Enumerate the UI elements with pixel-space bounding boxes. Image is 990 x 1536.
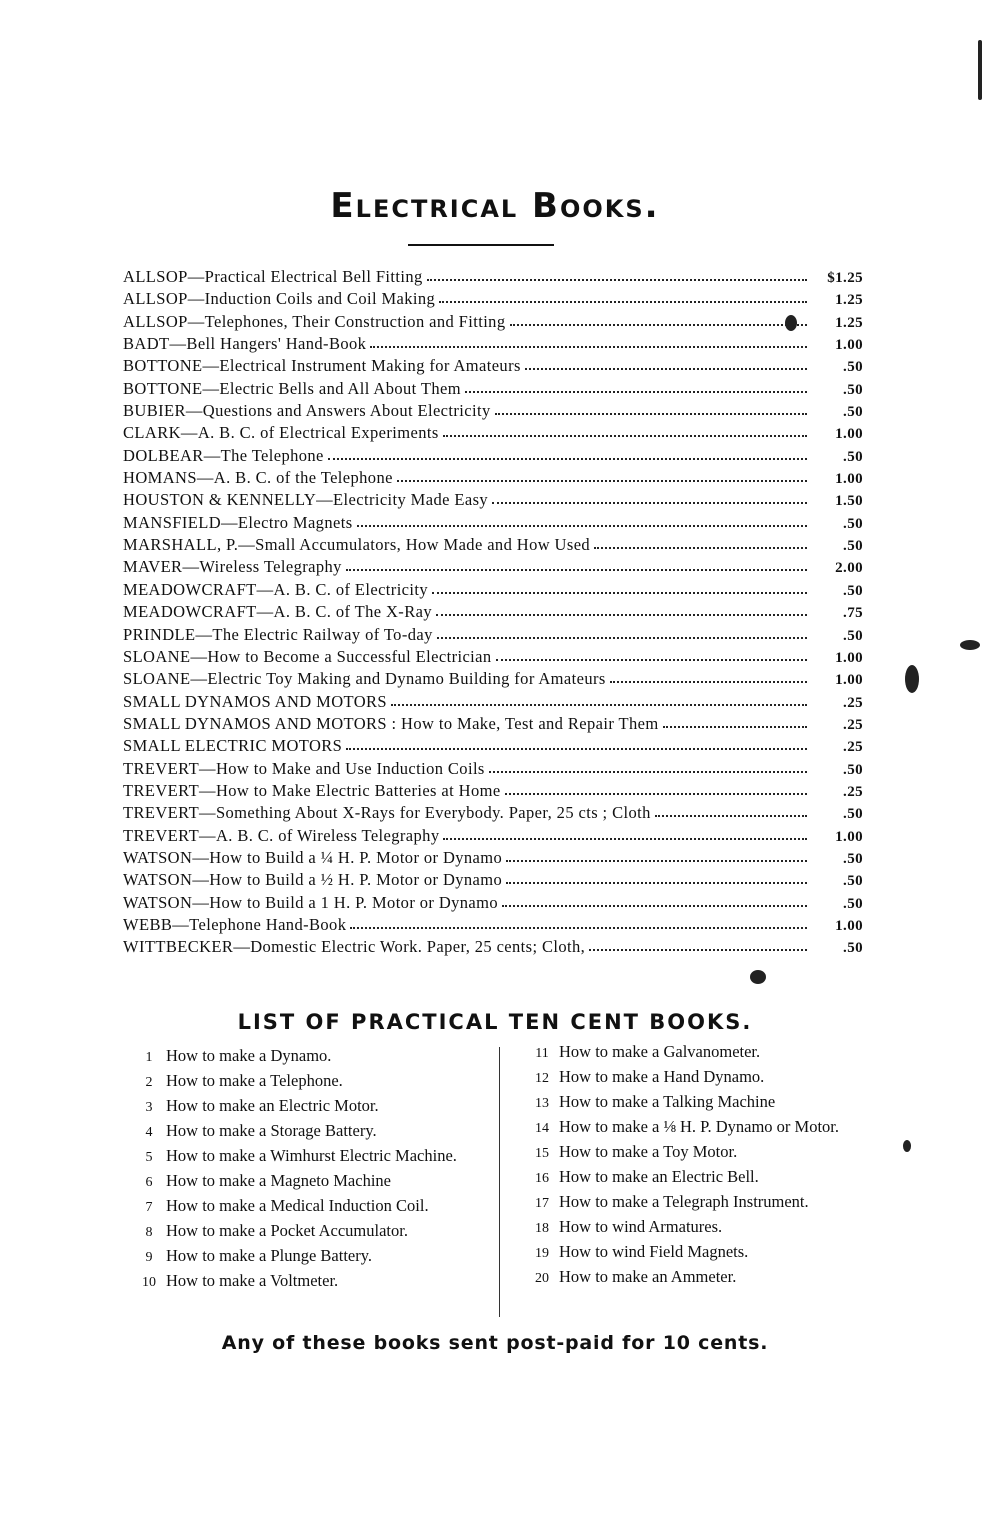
leader-dots bbox=[506, 848, 807, 862]
book-price: .25 bbox=[843, 739, 863, 756]
book-price: .25 bbox=[843, 783, 863, 800]
item-text: How to wind Armatures. bbox=[559, 1217, 723, 1236]
ten-cent-item bbox=[132, 1197, 482, 1216]
ten-cent-item bbox=[132, 1122, 482, 1141]
item-number: 10 bbox=[142, 1275, 156, 1290]
book-entry bbox=[123, 759, 863, 781]
print-speck bbox=[960, 640, 980, 650]
leader-dots bbox=[357, 513, 807, 527]
book-price: .50 bbox=[843, 761, 863, 778]
book-entry bbox=[123, 490, 863, 512]
book-title: WATSON—How to Build a ½ H. P. Motor or Dynamo bbox=[123, 870, 503, 890]
item-number: 6 bbox=[145, 1175, 153, 1190]
item-number: 3 bbox=[145, 1100, 153, 1115]
book-price: 1.00 bbox=[835, 471, 863, 488]
book-price: $1.25 bbox=[827, 270, 863, 286]
item-text: How to make a Medical Induction Coil. bbox=[166, 1196, 429, 1215]
item-number: 17 bbox=[535, 1196, 549, 1211]
book-title: PRINDLE—The Electric Railway of To-day bbox=[123, 624, 433, 644]
column-divider bbox=[499, 1047, 500, 1317]
item-number: 19 bbox=[535, 1246, 549, 1261]
book-title: MANSFIELD—Electro Magnets bbox=[123, 512, 353, 532]
leader-dots bbox=[506, 870, 807, 884]
book-title: SMALL DYNAMOS AND MOTORS bbox=[123, 691, 388, 711]
book-title: DOLBEAR—The Telephone bbox=[123, 445, 324, 465]
print-speck bbox=[750, 970, 766, 984]
leader-dots bbox=[439, 289, 807, 303]
leader-dots bbox=[427, 267, 807, 281]
ten-cent-item bbox=[525, 1043, 870, 1062]
ten-cent-item bbox=[132, 1047, 482, 1066]
book-title: WITTBECKER—Domestic Electric Work. Paper, 25 cents; Cloth, bbox=[123, 937, 586, 957]
book-title: WATSON—How to Build a 1 H. P. Motor or Dynamo bbox=[123, 892, 499, 912]
book-entry bbox=[123, 848, 863, 870]
book-title: TREVERT—How to Make and Use Induction Coils bbox=[123, 758, 485, 778]
book-entry bbox=[123, 401, 863, 423]
book-price: .50 bbox=[843, 895, 863, 912]
book-entry bbox=[123, 423, 863, 445]
leader-dots bbox=[496, 647, 807, 661]
leader-dots bbox=[510, 312, 808, 326]
item-number: 15 bbox=[535, 1146, 549, 1161]
book-entry bbox=[123, 692, 863, 714]
leader-dots bbox=[663, 714, 807, 728]
leader-dots bbox=[594, 535, 807, 549]
book-price: .50 bbox=[843, 538, 863, 555]
leader-dots bbox=[655, 803, 807, 817]
book-entry bbox=[123, 446, 863, 468]
book-price: .50 bbox=[843, 448, 863, 465]
leader-dots bbox=[397, 468, 807, 482]
book-title: TREVERT—A. B. C. of Wireless Telegraphy bbox=[123, 825, 440, 845]
book-price: .50 bbox=[843, 940, 863, 957]
book-entry bbox=[123, 625, 863, 647]
book-catalog bbox=[123, 267, 863, 960]
ten-cent-item bbox=[132, 1247, 482, 1266]
print-speck bbox=[905, 665, 919, 693]
ten-cent-item bbox=[132, 1097, 482, 1116]
item-text: How to make a Pocket Accumulator. bbox=[166, 1221, 408, 1240]
item-text: How to make a Plunge Battery. bbox=[166, 1246, 373, 1265]
ten-cent-item bbox=[525, 1068, 870, 1087]
book-title: ALLSOP—Telephones, Their Construction and Fitting bbox=[123, 311, 506, 331]
leader-dots bbox=[610, 669, 807, 683]
item-number: 5 bbox=[145, 1150, 153, 1165]
item-text: How to make a Telephone. bbox=[166, 1071, 343, 1090]
book-price: .50 bbox=[843, 515, 863, 532]
book-price: 1.00 bbox=[835, 828, 863, 845]
book-entry bbox=[123, 937, 863, 959]
ten-cent-heading: LIST OF PRACTICAL TEN CENT BOOKS. bbox=[237, 1010, 753, 1034]
ten-cent-item bbox=[525, 1143, 870, 1162]
book-entry bbox=[123, 647, 863, 669]
print-speck bbox=[785, 315, 797, 331]
leader-dots bbox=[350, 915, 807, 929]
item-number: 11 bbox=[535, 1046, 549, 1061]
print-speck bbox=[903, 1140, 911, 1152]
item-text: How to make a ⅛ H. P. Dynamo or Motor. bbox=[559, 1117, 840, 1136]
item-text: How to make an Electric Bell. bbox=[559, 1167, 759, 1186]
ten-cent-item bbox=[132, 1072, 482, 1091]
book-price: .50 bbox=[843, 359, 863, 376]
book-title: MEADOWCRAFT—A. B. C. of The X-Ray bbox=[123, 602, 432, 622]
book-title: BUBIER—Questions and Answers About Electricity bbox=[123, 401, 491, 421]
item-number: 13 bbox=[535, 1096, 549, 1111]
book-title: TREVERT—How to Make Electric Batteries at Home bbox=[123, 780, 501, 800]
ten-cent-item bbox=[525, 1268, 870, 1287]
item-text: How to make a Voltmeter. bbox=[166, 1271, 339, 1290]
book-price: .50 bbox=[843, 404, 863, 421]
item-text: How to make a Telegraph Instrument. bbox=[559, 1192, 809, 1211]
leader-dots bbox=[443, 423, 807, 437]
book-entry bbox=[123, 312, 863, 334]
book-entry bbox=[123, 334, 863, 356]
book-price: .25 bbox=[843, 716, 863, 733]
book-title: WATSON—How to Build a ¼ H. P. Motor or Dynamo bbox=[123, 847, 503, 867]
book-price: .50 bbox=[843, 850, 863, 867]
book-entry bbox=[123, 513, 863, 535]
book-entry bbox=[123, 915, 863, 937]
book-entry bbox=[123, 870, 863, 892]
book-price: .50 bbox=[843, 627, 863, 644]
leader-dots bbox=[437, 625, 807, 639]
item-number: 8 bbox=[145, 1225, 153, 1240]
book-price: 1.00 bbox=[835, 426, 863, 443]
book-entry bbox=[123, 803, 863, 825]
item-number: 1 bbox=[145, 1050, 153, 1065]
book-price: .50 bbox=[843, 381, 863, 398]
book-entry bbox=[123, 669, 863, 691]
book-title: ALLSOP—Induction Coils and Coil Making bbox=[123, 289, 436, 309]
leader-dots bbox=[443, 826, 807, 840]
page-title: Electrical Books. bbox=[330, 186, 660, 226]
item-number: 2 bbox=[145, 1075, 153, 1090]
footer-note: Any of these books sent post-paid for 10 cents. bbox=[221, 1332, 769, 1354]
book-entry bbox=[123, 289, 863, 311]
ten-cent-item bbox=[132, 1222, 482, 1241]
book-price: .50 bbox=[843, 806, 863, 823]
item-number: 18 bbox=[535, 1221, 549, 1236]
book-entry bbox=[123, 267, 863, 289]
leader-dots bbox=[328, 446, 807, 460]
book-title: SLOANE—How to Become a Successful Electrician bbox=[123, 646, 492, 666]
book-price: 1.25 bbox=[835, 314, 863, 331]
item-number: 14 bbox=[535, 1121, 549, 1136]
leader-dots bbox=[465, 379, 807, 393]
leader-dots bbox=[589, 937, 807, 951]
book-price: 1.50 bbox=[835, 493, 863, 510]
book-title: BOTTONE—Electrical Instrument Making for Amateurs bbox=[123, 356, 521, 376]
book-price: .50 bbox=[843, 873, 863, 890]
book-price: 1.00 bbox=[835, 917, 863, 934]
book-title: SLOANE—Electric Toy Making and Dynamo Building for Amateurs bbox=[123, 669, 606, 689]
book-price: 2.00 bbox=[835, 560, 863, 577]
leader-dots bbox=[346, 557, 807, 571]
book-title: BADT—Bell Hangers' Hand-Book bbox=[123, 334, 367, 354]
ten-cent-item bbox=[525, 1118, 870, 1137]
ten-cent-item bbox=[132, 1272, 482, 1291]
book-price: 1.25 bbox=[835, 292, 863, 309]
leader-dots bbox=[432, 580, 807, 594]
book-title: MAVER—Wireless Telegraphy bbox=[123, 557, 342, 577]
book-title: ALLSOP—Practical Electrical Bell Fitting bbox=[123, 267, 423, 286]
item-number: 12 bbox=[535, 1071, 549, 1086]
item-number: 9 bbox=[145, 1250, 153, 1265]
book-title: CLARK—A. B. C. of Electrical Experiments bbox=[123, 423, 439, 443]
ten-cent-item bbox=[525, 1093, 870, 1112]
leader-dots bbox=[436, 602, 807, 616]
item-text: How to make a Talking Machine bbox=[559, 1092, 776, 1111]
ten-cent-list-left bbox=[132, 1047, 482, 1297]
book-entry bbox=[123, 781, 863, 803]
ten-cent-item bbox=[132, 1172, 482, 1191]
book-price: 1.00 bbox=[835, 649, 863, 666]
leader-dots bbox=[495, 401, 807, 415]
item-text: How to make a Storage Battery. bbox=[166, 1121, 377, 1140]
item-text: How to wind Field Magnets. bbox=[559, 1242, 749, 1261]
book-title: HOUSTON & KENNELLY—Electricity Made Easy bbox=[123, 490, 489, 510]
book-title: BOTTONE—Electric Bells and All About Them bbox=[123, 378, 461, 398]
item-text: How to make a Dynamo. bbox=[166, 1046, 332, 1065]
book-price: .75 bbox=[843, 605, 863, 622]
book-title: SMALL DYNAMOS AND MOTORS : How to Make, Test and Repair Them bbox=[123, 713, 659, 733]
item-number: 16 bbox=[535, 1171, 549, 1186]
item-text: How to make an Electric Motor. bbox=[166, 1096, 379, 1115]
item-text: How to make a Toy Motor. bbox=[559, 1142, 738, 1161]
ten-cent-item bbox=[525, 1218, 870, 1237]
leader-dots bbox=[492, 490, 807, 504]
book-price: .25 bbox=[843, 694, 863, 711]
book-entry bbox=[123, 535, 863, 557]
book-title: MEADOWCRAFT—A. B. C. of Electricity bbox=[123, 579, 429, 599]
ten-cent-list-right bbox=[525, 1043, 870, 1293]
ten-cent-item bbox=[525, 1243, 870, 1262]
item-number: 7 bbox=[145, 1200, 153, 1215]
leader-dots bbox=[346, 736, 807, 750]
book-price: 1.00 bbox=[835, 672, 863, 689]
ten-cent-item bbox=[525, 1193, 870, 1212]
item-text: How to make a Hand Dynamo. bbox=[559, 1067, 765, 1086]
book-entry bbox=[123, 580, 863, 602]
book-entry bbox=[123, 379, 863, 401]
book-entry bbox=[123, 893, 863, 915]
book-price: .50 bbox=[843, 582, 863, 599]
book-entry bbox=[123, 826, 863, 848]
book-entry bbox=[123, 557, 863, 579]
leader-dots bbox=[370, 334, 807, 348]
book-title: HOMANS—A. B. C. of the Telephone bbox=[123, 468, 393, 488]
book-entry bbox=[123, 736, 863, 758]
item-text: How to make a Magneto Machine bbox=[166, 1171, 391, 1190]
book-title: WEBB—Telephone Hand-Book bbox=[123, 914, 347, 934]
book-entry bbox=[123, 714, 863, 736]
item-text: How to make a Wimhurst Electric Machine. bbox=[166, 1146, 457, 1165]
item-number: 4 bbox=[145, 1125, 153, 1140]
leader-dots bbox=[525, 356, 807, 370]
ten-cent-item bbox=[132, 1147, 482, 1166]
book-price: 1.00 bbox=[835, 337, 863, 354]
leader-dots bbox=[502, 893, 807, 907]
book-entry bbox=[123, 468, 863, 490]
leader-dots bbox=[391, 692, 807, 706]
print-speck bbox=[978, 40, 982, 100]
book-entry bbox=[123, 602, 863, 624]
ten-cent-item bbox=[525, 1168, 870, 1187]
title-rule bbox=[408, 244, 554, 246]
leader-dots bbox=[505, 781, 807, 795]
book-entry bbox=[123, 356, 863, 378]
leader-dots bbox=[489, 759, 807, 773]
item-text: How to make an Ammeter. bbox=[559, 1267, 737, 1286]
item-text: How to make a Galvanometer. bbox=[559, 1042, 761, 1061]
item-number: 20 bbox=[535, 1271, 549, 1286]
book-title: SMALL ELECTRIC MOTORS bbox=[123, 736, 343, 756]
book-title: MARSHALL, P.—Small Accumulators, How Made and How Used bbox=[123, 535, 591, 555]
book-title: TREVERT—Something About X-Rays for Everybody. Paper, 25 cts ; Cloth bbox=[123, 803, 651, 823]
